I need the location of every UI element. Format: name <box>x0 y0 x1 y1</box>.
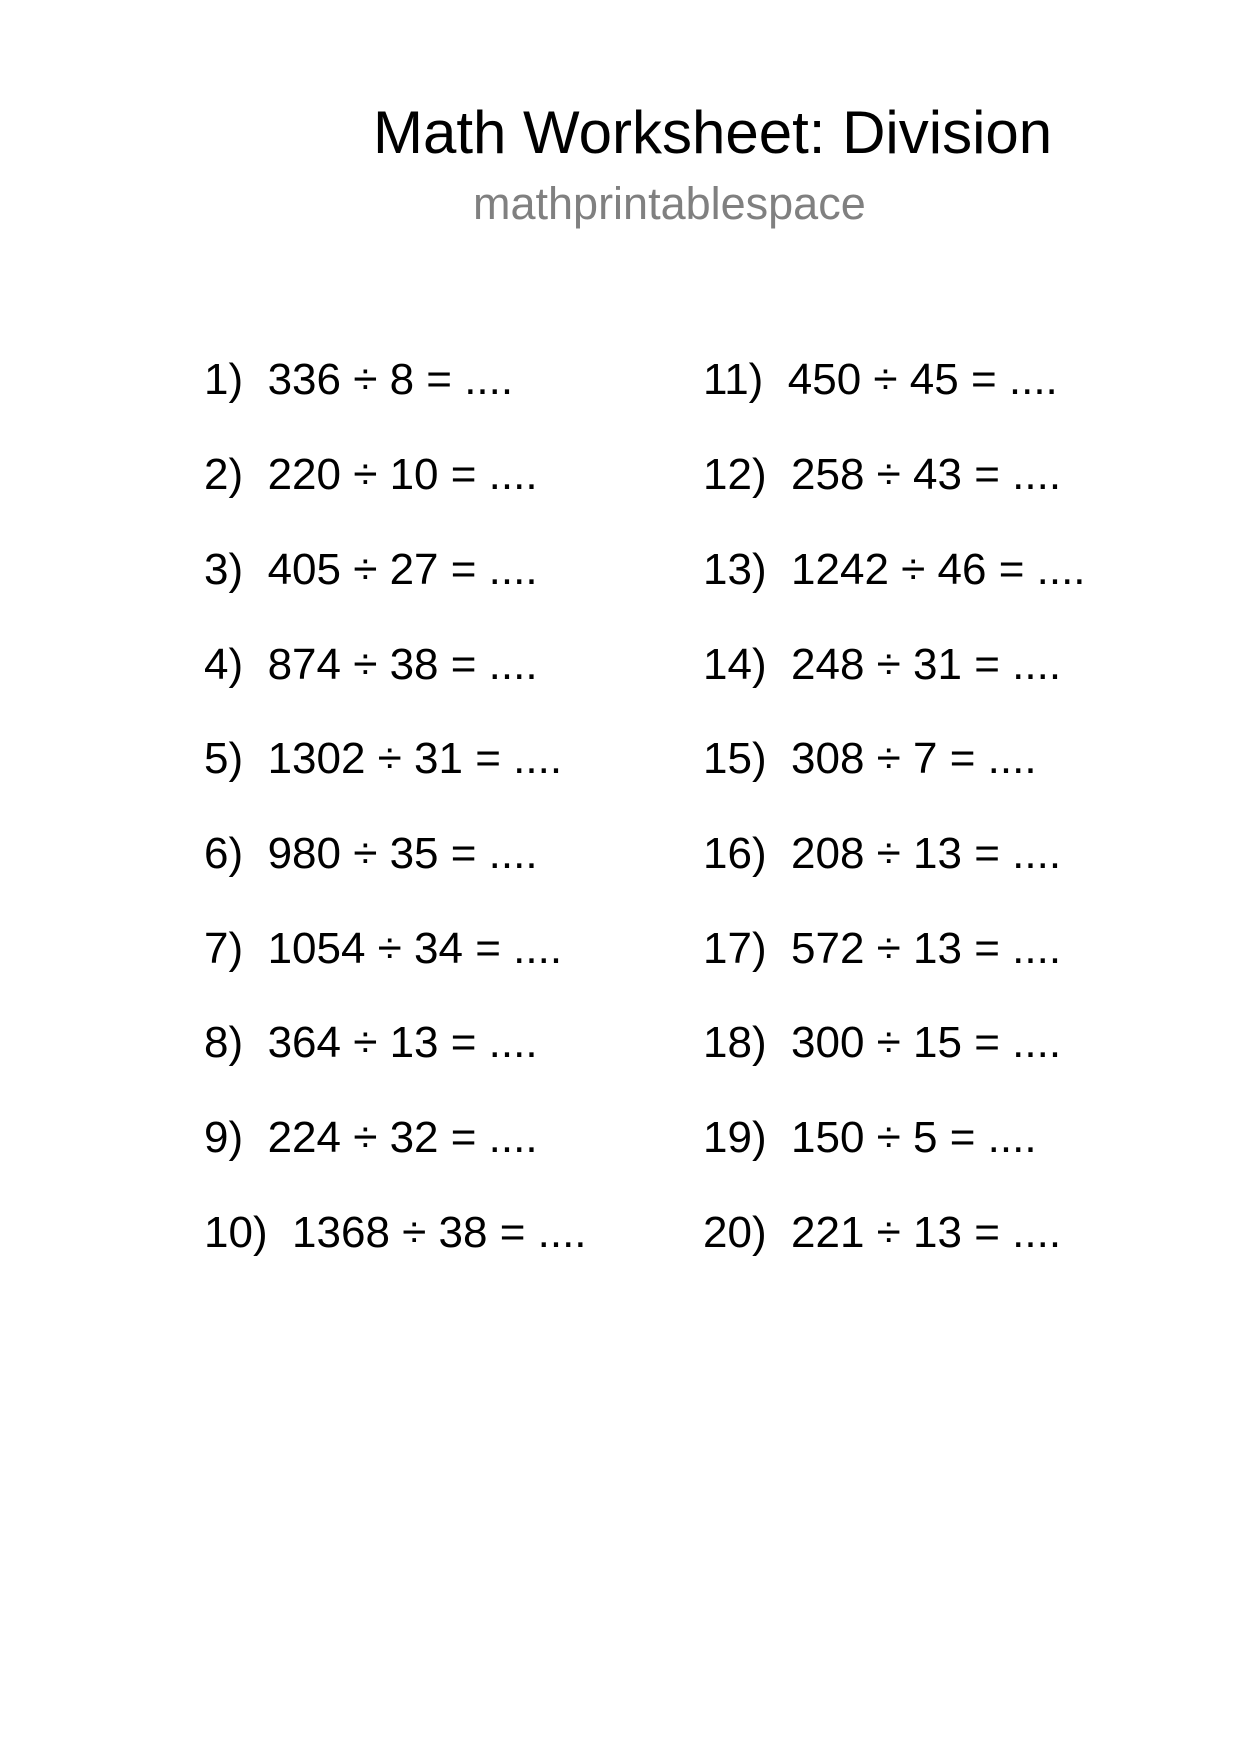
problem-expression: 258 ÷ 43 = .... <box>791 450 1062 499</box>
problem-expression: 308 ÷ 7 = .... <box>791 734 1037 783</box>
problem-expression: 300 ÷ 15 = .... <box>791 1018 1062 1067</box>
problem-item <box>204 355 513 405</box>
problem-item <box>703 1208 1061 1258</box>
problem-expression: 208 ÷ 13 = .... <box>791 829 1062 878</box>
problem-expression: 1242 ÷ 46 = .... <box>791 545 1086 594</box>
problem-item <box>703 1018 1061 1068</box>
problem-number: 1) <box>204 355 244 404</box>
problem-number: 19) <box>703 1113 767 1162</box>
problem-expression: 1368 ÷ 38 = .... <box>292 1208 587 1257</box>
problem-expression: 980 ÷ 35 = .... <box>267 829 538 878</box>
page-title: Math Worksheet: Division <box>373 99 1053 166</box>
problem-item <box>204 734 562 784</box>
problem-number: 18) <box>703 1018 767 1067</box>
problem-expression: 1054 ÷ 34 = .... <box>267 924 563 973</box>
problem-item <box>703 734 1037 784</box>
problem-item <box>204 1208 587 1258</box>
problem-expression: 248 ÷ 31 = .... <box>791 640 1062 689</box>
problem-item <box>204 924 562 974</box>
problem-number: 11) <box>703 355 764 404</box>
problem-number: 17) <box>703 924 767 973</box>
problem-item <box>703 545 1086 595</box>
problem-expression: 220 ÷ 10 = .... <box>267 450 538 499</box>
problem-expression: 572 ÷ 13 = .... <box>791 924 1062 973</box>
problem-expression: 150 ÷ 5 = .... <box>791 1113 1037 1162</box>
problem-item <box>204 1018 538 1068</box>
problem-expression: 364 ÷ 13 = .... <box>267 1018 538 1067</box>
problem-expression: 336 ÷ 8 = .... <box>267 355 514 404</box>
problem-item <box>703 450 1061 500</box>
problem-item <box>204 829 538 879</box>
page-subtitle: mathprintablespace <box>473 178 866 229</box>
problem-number: 15) <box>703 734 767 783</box>
problem-item <box>703 640 1061 690</box>
problem-number: 12) <box>703 450 767 499</box>
problem-expression: 405 ÷ 27 = .... <box>267 545 538 594</box>
problem-number: 9) <box>204 1113 244 1162</box>
problem-expression: 221 ÷ 13 = .... <box>791 1208 1062 1257</box>
problem-item <box>204 450 538 500</box>
problem-number: 8) <box>204 1018 244 1067</box>
problem-number: 20) <box>703 1208 767 1257</box>
problem-expression: 224 ÷ 32 = .... <box>267 1113 538 1162</box>
problem-number: 7) <box>204 924 244 973</box>
problem-expression: 874 ÷ 38 = .... <box>267 640 538 689</box>
problem-item <box>703 924 1061 974</box>
problem-expression: 1302 ÷ 31 = .... <box>267 734 563 783</box>
problem-expression: 450 ÷ 45 = .... <box>787 355 1058 404</box>
problem-number: 6) <box>204 829 244 878</box>
problem-number: 2) <box>204 450 244 499</box>
problem-number: 5) <box>204 734 244 783</box>
problem-number: 16) <box>703 829 767 878</box>
problem-item <box>204 640 538 690</box>
problem-item <box>703 1113 1037 1163</box>
problem-number: 3) <box>204 545 244 594</box>
problem-item <box>703 355 1058 405</box>
problem-item <box>703 829 1061 879</box>
problem-number: 13) <box>703 545 767 594</box>
problem-number: 14) <box>703 640 767 689</box>
problem-number: 10) <box>204 1208 268 1257</box>
problem-number: 4) <box>204 640 244 689</box>
problem-item <box>204 545 538 595</box>
problem-item <box>204 1113 538 1163</box>
